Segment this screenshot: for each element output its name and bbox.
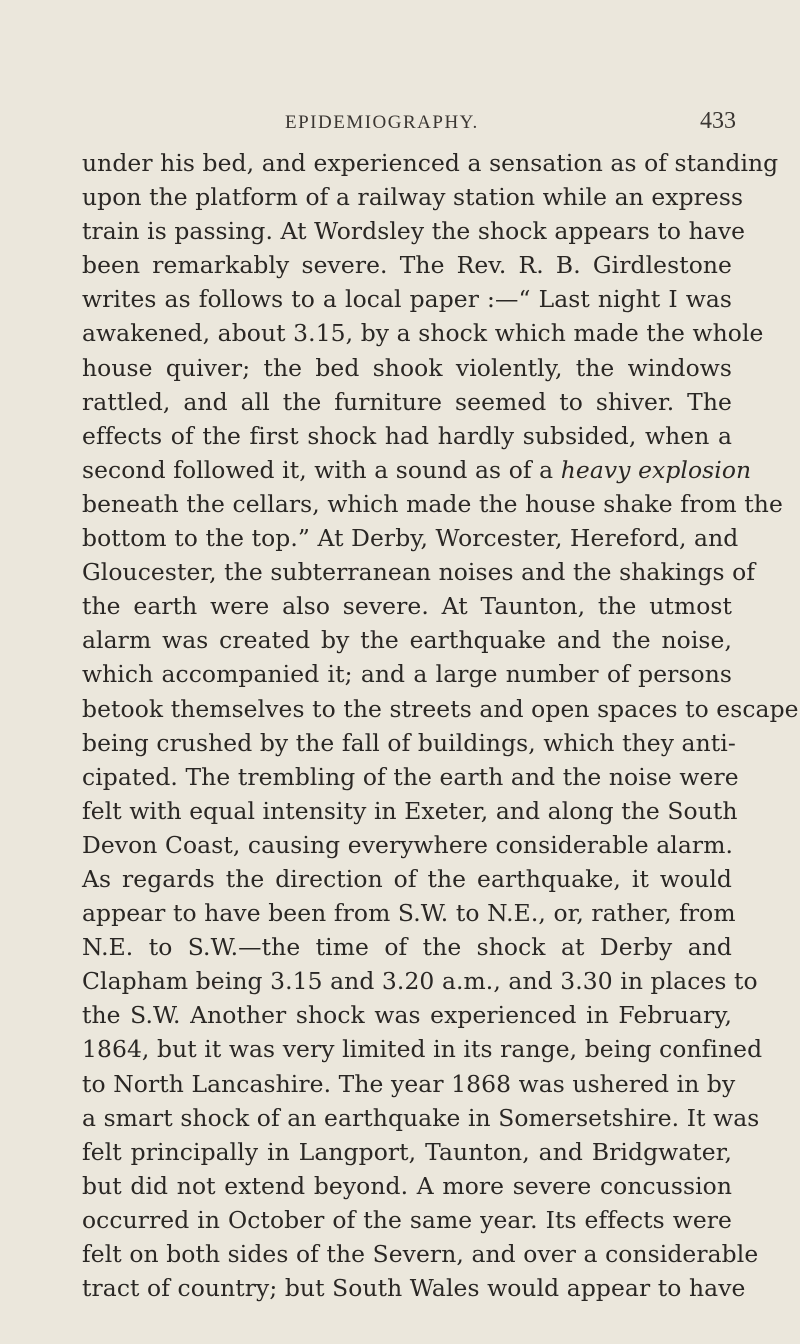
text-line: betook themselves to the streets and open spaces to escape xyxy=(82,694,799,723)
text-line: Gloucester, the subterranean noises and the shakings of xyxy=(82,558,756,587)
text-line: beneath the cellars, which made the house shake from the xyxy=(82,489,783,518)
text-line: writes as follows to a local paper :—“ Last night I was xyxy=(82,285,732,314)
text-line: the earth were also severe. At Taunton, the utmost xyxy=(82,592,732,621)
text-line: felt on both sides of the Severn, and over a considerable xyxy=(82,1240,759,1268)
text-line: 1864, but it was very limited in its range, being confined xyxy=(82,1035,763,1064)
text-line: but did not extend beyond. A more severe concussion xyxy=(82,1171,732,1200)
text-line: to North Lancashire. The year 1868 was ushered in by xyxy=(82,1069,736,1098)
text-line: rattled, and all the furniture seemed to shiver. The xyxy=(82,387,732,416)
text-line: awakened, about 3.15, by a shock which made the whole xyxy=(82,319,764,348)
page-header xyxy=(0,100,800,140)
text-line: tract of country; but South Wales would appear to have xyxy=(82,1274,746,1303)
running-title: EPIDEMIOGRAPHY. xyxy=(285,112,479,133)
text-line: bottom to the top.” At Derby, Worcester, Hereford, and xyxy=(82,524,739,553)
text-line: appear to have been from S.W. to N.E., or, rather, from xyxy=(82,899,736,928)
text-line: occurred in October of the same year. Its effects were xyxy=(82,1205,732,1234)
page-number: 433 xyxy=(700,108,736,134)
text-line: Clapham being 3.15 and 3.20 a.m., and 3.30 in places to xyxy=(82,967,758,996)
body-text xyxy=(82,146,799,1305)
text-line: As regards the direction of the earthquake, it would xyxy=(82,864,732,893)
text-line: the S.W. Another shock was experienced in February, xyxy=(82,1001,732,1030)
text-line: felt principally in Langport, Taunton, and Bridgwater, xyxy=(82,1137,732,1166)
text-line: being crushed by the fall of buildings, which they anti- xyxy=(82,728,736,757)
text-line: which accompanied it; and a large number of persons xyxy=(82,660,732,689)
text-segment: second followed it, with a sound as of a xyxy=(82,455,561,484)
text-line xyxy=(82,453,752,487)
text-line: upon the platform of a railway station while an express xyxy=(82,183,744,212)
text-line: a smart shock of an earthquake in Somersetshire. It was xyxy=(82,1103,760,1132)
text-line: alarm was created by the earthquake and the noise, xyxy=(82,626,732,655)
text-line: felt with equal intensity in Exeter, and along the South xyxy=(82,796,738,825)
text-line: been remarkably severe. The Rev. R. B. Girdlestone xyxy=(82,251,732,280)
text-line: cipated. The trembling of the earth and the noise were xyxy=(82,762,739,791)
text-line: N.E. to S.W.—the time of the shock at Derby and xyxy=(82,933,732,962)
text-line: effects of the first shock had hardly subsided, when a xyxy=(82,421,732,450)
text-line: train is passing. At Wordsley the shock appears to have xyxy=(82,217,746,246)
text-line: Devon Coast, causing everywhere considerable alarm. xyxy=(82,830,734,859)
text-line: under his bed, and experienced a sensation as of standing xyxy=(82,149,779,177)
italic-phrase: heavy explosion xyxy=(560,455,752,484)
text-line: house quiver; the bed shook violently, the windows xyxy=(82,353,732,382)
